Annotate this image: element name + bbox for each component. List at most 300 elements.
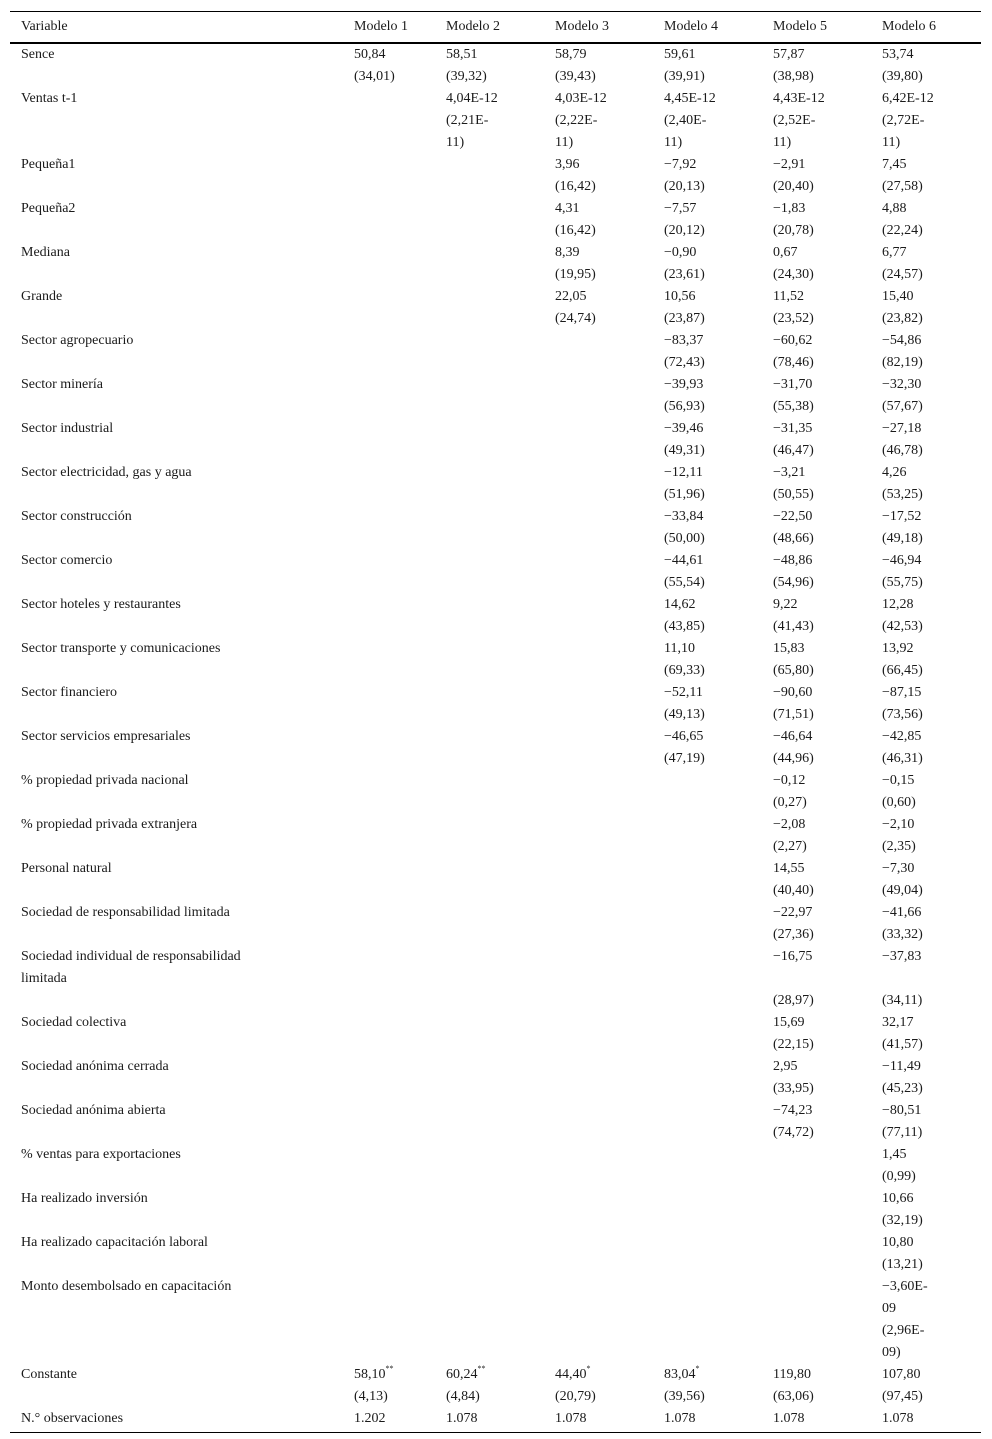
coef-cell [435,770,544,792]
coef-cell [435,88,544,110]
coef-cell [871,418,981,440]
significance-mark: ** [477,1363,486,1373]
se-cell [343,1254,435,1276]
coef-value: 59,61 [664,46,696,62]
variable-label: Ha realizado inversión [21,1190,148,1206]
coef-cell [343,88,435,110]
se-cell [762,1166,871,1188]
coef-cell [435,1276,544,1320]
se-cell: (45,23) [882,1080,923,1096]
header-variable: Variable [21,18,68,34]
coef-cell [871,682,981,704]
coef-cell [343,1144,435,1166]
se-cell: (39,56) [664,1388,705,1404]
se-cell: (40,40) [773,882,814,898]
coef-value: 12,28 [882,596,914,612]
coef-cell [343,330,435,352]
se-cell [343,660,435,682]
se-cell: (54,96) [773,574,814,590]
observations-label: N.° observaciones [21,1410,124,1426]
se-cell [343,880,435,902]
table-row [10,418,981,440]
observations-value: 1.078 [882,1410,914,1426]
se-cell [544,616,653,638]
coef-value: 4,88 [882,200,907,216]
se-cell: (39,80) [882,68,923,84]
se-cell [435,1320,544,1364]
coef-value: 11,10 [664,640,695,656]
coef-cell [544,462,653,484]
coef-cell [343,594,435,616]
se-cell [343,924,435,946]
coef-cell [435,814,544,836]
se-cell: (33,95) [773,1080,814,1096]
table-row [10,242,981,264]
coef-value: 107,80 [882,1366,921,1382]
se-cell [544,880,653,902]
table-row [10,1056,981,1078]
variable-label: % propiedad privada nacional [21,772,189,788]
coef-cell [871,198,981,220]
coef-value: −2,08 [773,816,806,832]
se-cell [343,616,435,638]
se-cell: (49,13) [664,706,705,722]
coef-cell [871,1100,981,1122]
coef-cell [544,1188,653,1210]
coef-value: 13,92 [882,640,914,656]
coef-cell [343,43,435,66]
se-cell: (39,43) [555,68,596,84]
observations-value: 1.078 [773,1410,805,1426]
table-row [10,1012,981,1034]
coef-cell [544,1276,653,1320]
table-row [10,1276,981,1320]
se-cell: (22,15) [773,1036,814,1052]
coef-cell [653,1144,762,1166]
variable-label: Constante [21,1366,77,1382]
coef-cell [871,1188,981,1210]
coef-cell [343,506,435,528]
coef-cell [544,858,653,880]
se-cell: (38,98) [773,68,814,84]
coef-cell [653,1276,762,1320]
se-cell [544,352,653,374]
table-row [10,1232,981,1254]
variable-label: Sector agropecuario [21,332,134,348]
coef-cell [544,814,653,836]
coef-cell [343,1276,435,1320]
se-cell: (23,82) [882,310,923,326]
se-cell [544,1122,653,1144]
se-cell [435,528,544,550]
se-cell: (19,95) [555,266,596,282]
se-cell: (63,06) [773,1388,814,1404]
coef-cell [435,1056,544,1078]
table-body [10,43,981,1433]
se-cell: (2,40E- 11) [664,112,707,150]
se-cell [544,1166,653,1188]
coef-cell [343,154,435,176]
coef-cell [871,726,981,748]
coef-cell [653,418,762,440]
header-model-5: Modelo 5 [773,18,828,34]
coef-cell [343,946,435,990]
se-cell: (71,51) [773,706,814,722]
coef-value: 10,80 [882,1234,914,1250]
coef-cell [653,154,762,176]
coef-value: −17,52 [882,508,922,524]
coef-value: −3,21 [773,464,806,480]
se-cell [435,748,544,770]
coef-cell [762,88,871,110]
se-cell: (41,57) [882,1036,923,1052]
se-cell: (20,13) [664,178,705,194]
se-cell: (13,21) [882,1256,923,1272]
coef-cell [343,1100,435,1122]
coef-value: 4,31 [555,200,580,216]
se-cell [435,176,544,198]
se-cell: (22,24) [882,222,923,238]
se-cell: (78,46) [773,354,814,370]
se-cell: (50,55) [773,486,814,502]
coef-value: −0,15 [882,772,915,788]
coef-cell [653,682,762,704]
se-cell: (2,52E- 11) [773,112,816,150]
se-cell [653,836,762,858]
coef-cell [871,814,981,836]
coef-cell [653,1100,762,1122]
coef-cell [762,242,871,264]
se-cell [343,792,435,814]
coef-value: −2,91 [773,156,806,172]
header-model-6: Modelo 6 [882,18,937,34]
coef-cell [435,1188,544,1210]
se-cell [653,880,762,902]
coef-cell [871,550,981,572]
se-cell [343,110,435,154]
table-row [10,946,981,990]
coef-cell [544,88,653,110]
coef-cell [653,946,762,990]
coef-value: −37,83 [882,948,922,964]
coef-value: 32,17 [882,1014,914,1030]
se-cell [435,572,544,594]
coef-cell [435,1232,544,1254]
se-cell [544,1078,653,1100]
coef-value: 8,39 [555,244,580,260]
coef-value: −83,37 [664,332,704,348]
coef-cell [653,550,762,572]
coef-cell [653,1012,762,1034]
variable-label: Sociedad individual de responsabilidad limitada [21,948,241,986]
se-cell [343,264,435,286]
coef-cell [871,1364,981,1386]
se-cell [762,1210,871,1232]
coef-cell [653,858,762,880]
se-cell: (20,78) [773,222,814,238]
coef-value: 7,45 [882,156,907,172]
table-row-se [10,990,981,1012]
se-cell [653,1166,762,1188]
observations-value: 1.202 [354,1410,386,1426]
coef-cell [871,858,981,880]
coef-cell [435,462,544,484]
se-cell: (41,43) [773,618,814,634]
se-cell [343,836,435,858]
coef-value: 58,10 [354,1366,386,1382]
coef-cell [871,770,981,792]
coef-cell [435,418,544,440]
variable-label: Mediana [21,244,70,260]
se-cell: (42,53) [882,618,923,634]
coef-cell [544,1364,653,1386]
coef-value: −80,51 [882,1102,922,1118]
coef-cell [762,1188,871,1210]
coef-cell [544,638,653,660]
table-row [10,506,981,528]
coef-cell [343,418,435,440]
se-cell [435,1210,544,1232]
se-cell [343,990,435,1012]
coef-value: −46,94 [882,552,922,568]
coef-cell [343,1364,435,1386]
coef-cell [762,814,871,836]
coef-cell [762,374,871,396]
coef-cell [435,242,544,264]
variable-label: Sociedad anónima abierta [21,1102,166,1118]
coef-cell [762,594,871,616]
coef-value: −46,65 [664,728,704,744]
coef-cell [762,1232,871,1254]
coef-value: −41,66 [882,904,922,920]
se-cell: (43,85) [664,618,705,634]
coef-value: 57,87 [773,46,805,62]
coef-cell [762,330,871,352]
coef-cell [343,1012,435,1034]
coef-value: −16,75 [773,948,813,964]
coef-value: 44,40 [555,1366,587,1382]
se-cell [653,792,762,814]
table-row [10,682,981,704]
coef-cell [653,1364,762,1386]
coef-cell [435,550,544,572]
coef-value: −74,23 [773,1102,813,1118]
coef-cell [544,374,653,396]
table-row [10,1144,981,1166]
se-cell [343,1078,435,1100]
coef-cell [871,1012,981,1034]
coef-cell [435,858,544,880]
coef-cell [871,946,981,990]
se-cell: (0,60) [882,794,916,810]
coef-cell [653,330,762,352]
coef-cell [544,418,653,440]
se-cell: (49,31) [664,442,705,458]
coef-value: −31,70 [773,376,813,392]
variable-label: Sociedad de responsabilidad limitada [21,904,230,920]
se-cell [653,1320,762,1364]
variable-label: % ventas para exportaciones [21,1146,181,1162]
se-cell: (48,66) [773,530,814,546]
coef-cell [544,1056,653,1078]
se-cell [343,308,435,330]
se-cell [435,880,544,902]
se-cell [435,990,544,1012]
coef-value: −7,92 [664,156,697,172]
coef-cell [435,902,544,924]
table-row [10,726,981,748]
significance-mark: * [695,1363,700,1373]
coef-cell [871,43,981,66]
coef-value: −0,90 [664,244,697,260]
coef-cell [343,1188,435,1210]
variable-label: Monto desembolsado en capacitación [21,1278,232,1294]
header-row [10,12,981,43]
coef-cell [544,550,653,572]
se-cell [435,1034,544,1056]
se-cell: (2,35) [882,838,916,854]
se-cell: (32,19) [882,1212,923,1228]
coef-cell [343,462,435,484]
se-cell [653,1254,762,1276]
header-model-1: Modelo 1 [354,18,409,34]
se-cell: (72,43) [664,354,705,370]
variable-label: % propiedad privada extranjera [21,816,198,832]
coef-value: −22,97 [773,904,813,920]
coef-value: −39,93 [664,376,704,392]
coef-cell [343,814,435,836]
se-cell: (39,91) [664,68,705,84]
se-cell [343,484,435,506]
se-cell: (69,33) [664,662,705,678]
coef-cell [871,1232,981,1254]
se-cell: (34,01) [354,68,395,84]
coef-cell [544,1144,653,1166]
se-cell [435,440,544,462]
coef-value: 53,74 [882,46,914,62]
se-cell [544,528,653,550]
se-cell [343,1320,435,1364]
coef-value: 15,40 [882,288,914,304]
regression-table-container [10,11,981,1433]
coef-cell [544,1012,653,1034]
coef-cell [653,770,762,792]
table-row [10,770,981,792]
se-cell [435,660,544,682]
coef-cell [435,1144,544,1166]
coef-cell [762,946,871,990]
se-cell [653,1034,762,1056]
coef-value: 10,56 [664,288,696,304]
se-cell: (39,32) [446,68,487,84]
coef-cell [435,1012,544,1034]
table-row [10,1364,981,1386]
se-cell: (24,57) [882,266,923,282]
se-cell [544,990,653,1012]
coef-cell [544,946,653,990]
se-cell: (47,19) [664,750,705,766]
se-cell: (23,87) [664,310,705,326]
variable-label: Ha realizado capacitación laboral [21,1234,208,1250]
coef-cell [544,1100,653,1122]
coef-cell [762,1144,871,1166]
table-row [10,374,981,396]
se-cell: (49,18) [882,530,923,546]
observations-value: 1.078 [555,1410,587,1426]
coef-value: −90,60 [773,684,813,700]
se-cell [544,1034,653,1056]
coef-cell [435,1100,544,1122]
coef-cell [762,550,871,572]
regression-table [10,11,981,1433]
coef-cell [871,154,981,176]
se-cell [343,748,435,770]
se-cell [343,1166,435,1188]
coef-value: −12,11 [664,464,703,480]
coef-cell [871,506,981,528]
coef-cell [653,374,762,396]
coef-cell [762,1364,871,1386]
coef-cell [343,374,435,396]
se-cell: (53,25) [882,486,923,502]
coef-cell [871,242,981,264]
table-row [10,154,981,176]
coef-cell [762,286,871,308]
se-cell: (24,30) [773,266,814,282]
coef-cell [435,43,544,66]
se-cell [653,1210,762,1232]
coef-cell [544,682,653,704]
coef-cell [435,682,544,704]
coef-cell [871,1144,981,1166]
se-cell [544,792,653,814]
coef-cell [871,374,981,396]
coef-cell [544,770,653,792]
coef-value: −1,83 [773,200,806,216]
coef-cell [343,726,435,748]
coef-cell [544,1232,653,1254]
variable-label: Sociedad colectiva [21,1014,127,1030]
observations-value: 1.078 [446,1410,478,1426]
coef-cell [762,1056,871,1078]
coef-cell [762,1276,871,1320]
se-cell: (82,19) [882,354,923,370]
coef-cell [435,638,544,660]
coef-value: −7,57 [664,200,697,216]
coef-cell [871,638,981,660]
coef-cell [653,43,762,66]
variable-label: Ventas t-1 [21,90,78,106]
table-row [10,638,981,660]
coef-cell [653,638,762,660]
coef-cell [762,462,871,484]
coef-cell [343,550,435,572]
coef-cell [435,726,544,748]
variable-label: Sector electricidad, gas y agua [21,464,192,480]
coef-cell [653,1232,762,1254]
coef-cell [762,1100,871,1122]
se-cell [544,1210,653,1232]
se-cell [435,1166,544,1188]
header-model-2: Modelo 2 [446,18,501,34]
coef-cell [762,902,871,924]
coef-cell [653,814,762,836]
coef-value: 15,69 [773,1014,805,1030]
variable-label: Grande [21,288,63,304]
coef-value: −60,62 [773,332,813,348]
coef-value: 11,52 [773,288,804,304]
se-cell [435,924,544,946]
